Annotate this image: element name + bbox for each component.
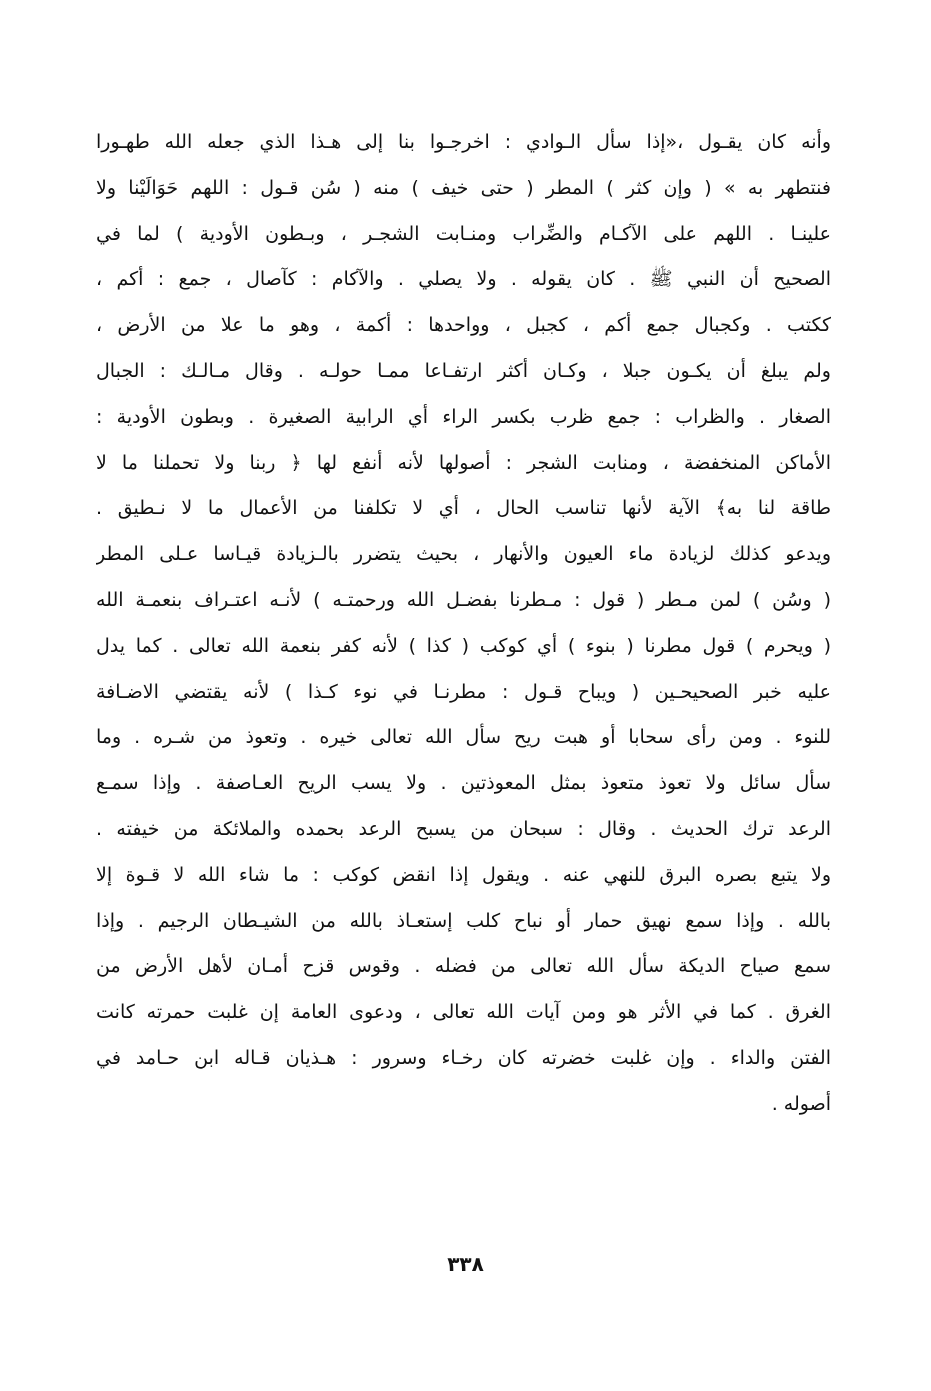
text-line-14: للنوء . ومن رأى سحابا أو هبت ريح سأل الله تعالى خيره . وتعوذ من شـره . وما bbox=[96, 726, 831, 749]
text-line-8: الأماكن المنخفضة ، ومنابت الشجر : أصولها لأنه أنفع لها ﴿ ربنا ولا تحملنا ما لا bbox=[96, 451, 831, 474]
text-line-10: ويدعو كذلك لزيادة ماء العيون والأنهار ، بحيث يتضرر بالـزيادة قيـاسا عـلى المطر bbox=[96, 543, 831, 566]
text-line-16: الرعد ترك الحديث . وقال : سبحان من يسبح الرعد بحمده والملائكة من خيفته . bbox=[96, 817, 831, 840]
text-line-6: ولم يبلغ أن يكـون جبلا ، وكـان أكثر ارتفـاعا ممـا حولـه . وقال مـالـك : الجبال bbox=[96, 359, 831, 382]
page-number: ٣٣٨ bbox=[447, 1252, 484, 1276]
text-line-17: ولا يتبع بصره البرق للنهي عنه . ويقول إذا انقض كوكب : ما شاء الله لا قـوة إلا bbox=[96, 863, 831, 886]
text-line-15: سأل سائل ولا تعوذ متعوذ بمثل المعوذتين . ولا يسب الريح العـاصفة . وإذا سمـع bbox=[96, 772, 831, 795]
text-line-18: بالله . وإذا سمع نهيق حمار أو نباح كلب إستعـاذ بالله من الشيـطان الرجيم . وإذا bbox=[96, 909, 831, 932]
body-text bbox=[96, 120, 831, 1128]
text-line-20: الغرق . كما في الأثر هو ومن آيات الله تعالى ، ودعوى العامة إن غلبت حمرته كانت bbox=[96, 1001, 831, 1024]
text-line-2: فنتطهر به » ( وإن كثر ) المطر ( حتى خيف ) منه ( سُن قـول : اللهم حَوَالَيْنا ولا bbox=[96, 176, 831, 199]
text-line-11: ( وسُن ) لمن مـطر ( قول : مـطرنا بفضـل الله ورحمتـه ) لأنـه اعتـراف بنعمـة الله bbox=[96, 588, 831, 611]
text-line-5: ككتب . وكجبال جمع أكم ، كجبل ، وواحدها : أكمة ، وهو ما علا من الأرض ، bbox=[96, 314, 831, 337]
text-line-9: طاقة لنا به﴾ الآية لأنها تناسب الحال ، أي لا تكلفنا من الأعمال ما لا نـطيق . bbox=[96, 497, 831, 520]
text-line-7: الصغار . والظراب : جمع ظرب بكسر الراء أي الرابية الصغيرة . وبطون الأودية : bbox=[96, 405, 831, 428]
text-line-12: ( ويحرم ) قول مطرنا ( بنوء ) أي كوكب ( كذا ) لأنه كفر بنعمة الله تعالى . كما يدل bbox=[96, 634, 831, 657]
text-line-22: أصوله . bbox=[771, 1092, 831, 1115]
text-line-13: عليه خبر الصحيحـين ( ويباح قـول : مطرنـا في نوء كـذا ) لأنه يقتضي الاضـافة bbox=[96, 680, 831, 703]
text-line-21: الفتن والداء . وإن غلبت خضرته كان رخـاء وسرور : هـذيان قـاله ابن حـامد في bbox=[96, 1046, 831, 1069]
text-line-19: سمع صياح الديكة سأل الله تعالى من فضله . وقوس قزح أمـان لأهل الأرض من bbox=[96, 955, 831, 978]
text-line-1: وأنه كان يقـول ،«إذا سأل الـوادي : اخرجـوا بنا إلى هـذا الذي جعله الله طهـورا bbox=[96, 131, 831, 153]
text-line-3: علينـا . اللهم على الآكـام والضِّراب ومنـابت الشجـر ، وبـطون الأودية ) لما في bbox=[96, 222, 831, 245]
text-line-4: الصحيح أن النبي ﷺ . كان يقوله . ولا يصلي . والآكام : كآصال ، جمع : أكم ، bbox=[96, 268, 831, 291]
